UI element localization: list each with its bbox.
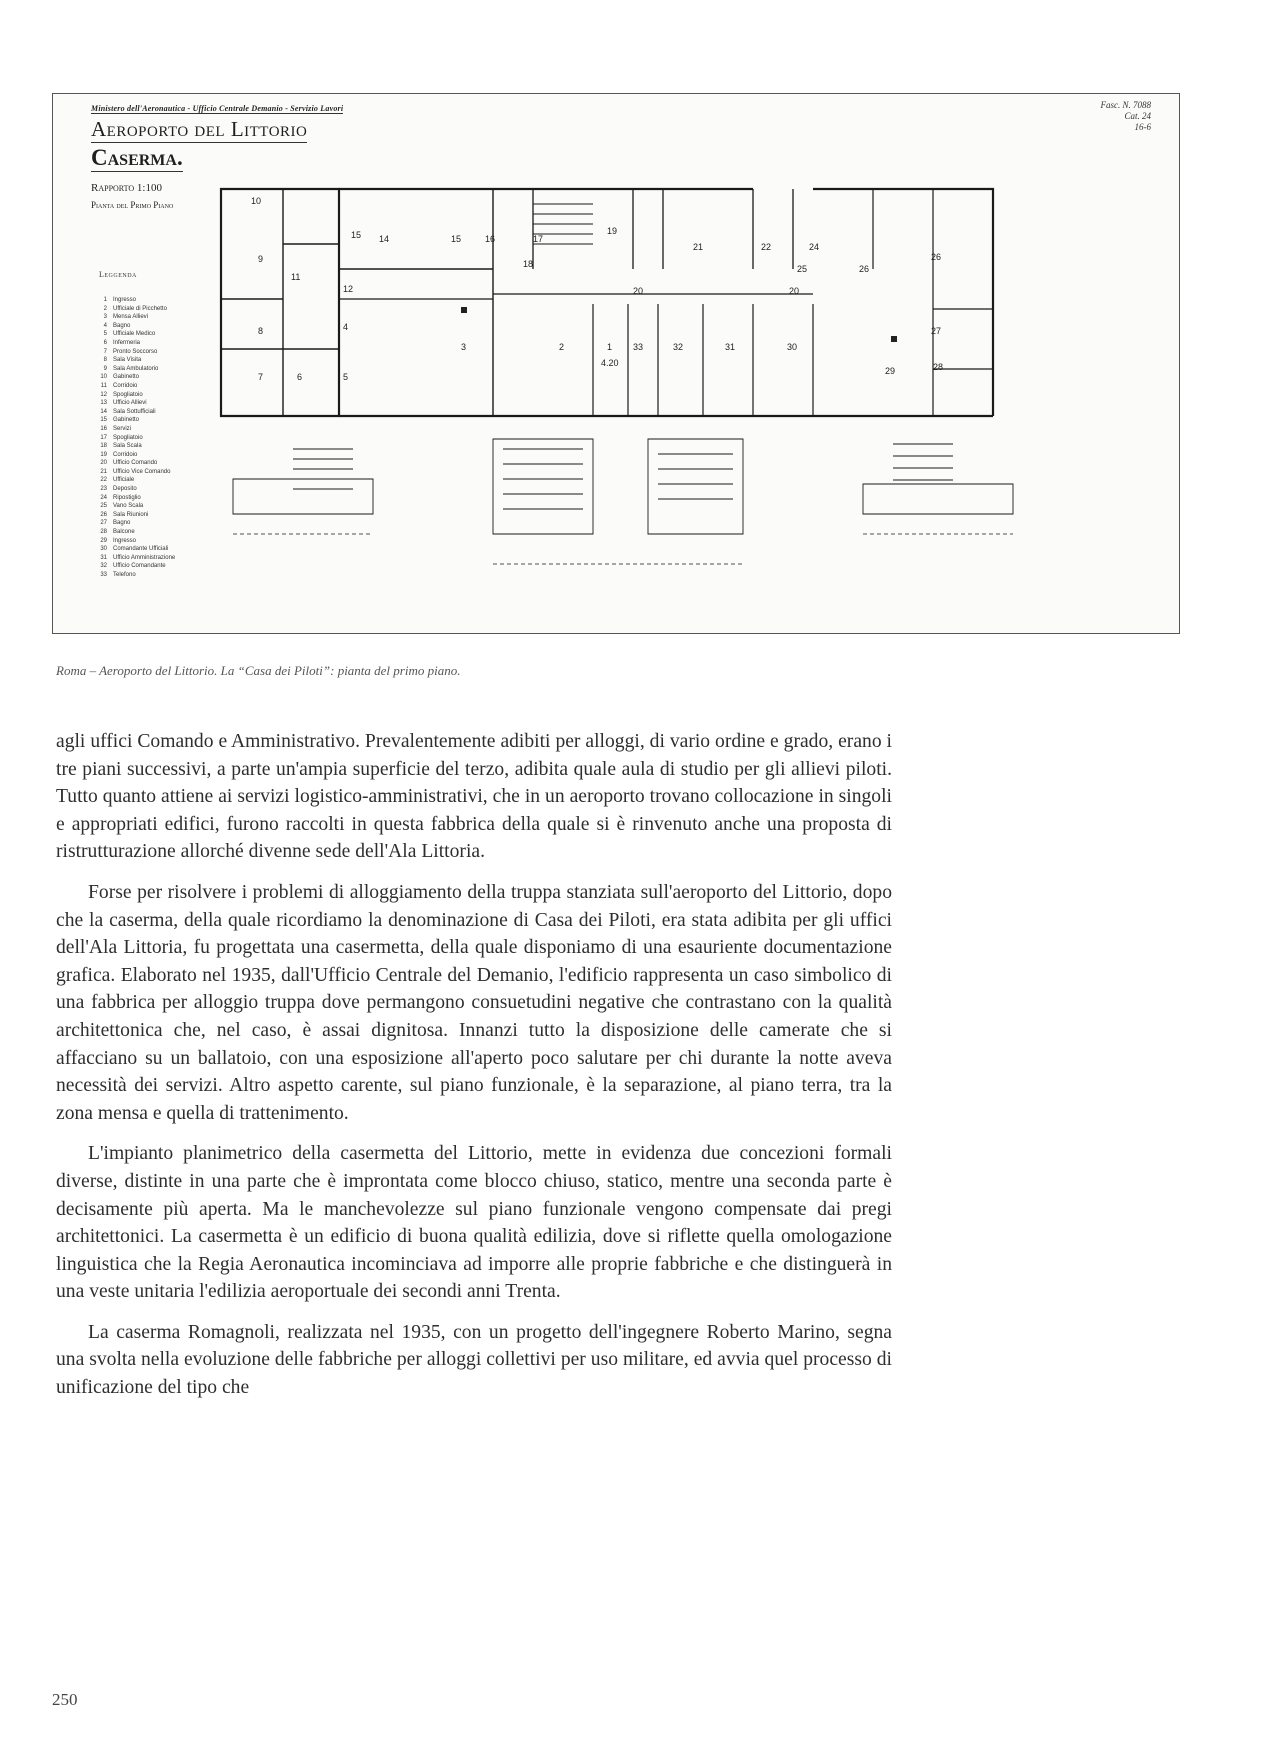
legend-number: 30: [100, 546, 107, 553]
drawing-title: Aeroporto del Littorio: [91, 117, 308, 141]
legend-label: Bagno: [113, 322, 131, 329]
legend-item: [93, 408, 175, 417]
body-text: [56, 728, 892, 1415]
legend-title: Leggenda: [99, 270, 137, 279]
room-label: 4: [343, 322, 349, 332]
room-label: 25: [797, 264, 808, 274]
room-label: 12: [343, 284, 354, 294]
room-label: 1: [607, 342, 613, 352]
room-label: 15: [451, 234, 462, 244]
legend-label: Ufficio Vice Comando: [113, 468, 171, 475]
registry-line: Fasc. N. 7088: [1100, 100, 1151, 110]
legend-item: [93, 571, 175, 580]
room-label: 24: [809, 242, 820, 252]
legend-number: 4: [103, 322, 107, 329]
room-label: 31: [725, 342, 736, 352]
legend-number: 28: [100, 529, 107, 536]
registry-line: 16-6: [1134, 122, 1151, 132]
legend-item: [93, 313, 175, 322]
legend-number: 26: [100, 511, 107, 518]
legend-number: 23: [100, 486, 107, 493]
drawing-scale: Rapporto 1:100: [91, 182, 162, 194]
legend-number: 6: [103, 339, 107, 346]
legend-item: [93, 562, 175, 571]
legend-item: [93, 373, 175, 382]
legend-label: Ripostiglio: [113, 494, 141, 501]
drawing-ministry: Ministero dell'Aeronautica - Ufficio Centrale Demanio - Servizio Lavori: [91, 104, 344, 113]
room-label: 28: [933, 362, 944, 372]
drawing-title-block: [91, 98, 511, 210]
legend-number: 25: [100, 503, 107, 510]
room-label: 22: [761, 242, 772, 252]
room-label: 8: [258, 326, 264, 336]
legend-label: Ufficiale di Picchetto: [113, 305, 167, 312]
legend-number: 8: [103, 357, 107, 364]
legend-label: Ufficiale Medico: [113, 331, 156, 338]
legend-item: [93, 330, 175, 339]
legend-item: [93, 476, 175, 485]
legend-label: Bagno: [113, 520, 131, 527]
legend-label: Sala Visita: [113, 357, 142, 364]
legend-label: Ufficio Comando: [113, 460, 158, 467]
legend-item: [93, 339, 175, 348]
floor-plan-figure: [52, 93, 1180, 634]
legend-item: [93, 459, 175, 468]
legend: [93, 296, 175, 580]
paragraph: Forse per risolvere i problemi di alloggiamento della truppa stanziata sull'aeroporto del Littorio, dopo che la caserma, della quale ricordiamo la denominazione di Casa dei Piloti, era stata adibita per gli uffici dell'Ala Littoria, fu progettata una casermetta, della quale disponiamo di una esauriente documentazione grafica. Elaborato nel 1935, dall'Ufficio Centrale del Demanio, l'edificio rappresenta un caso simbolico di una fabbrica per alloggio truppa dove permangono consuetudini negative che contrastano con la qualità architettonica che, nel caso, è assai dignitosa. Innanzi tutto la disposizione delle camerate che si affacciano su un ballatoio, con una esposizione all'aperto poco salutare per chi durante la notte aveva necessità dei servizi. Altro aspetto carente, sul piano funzionale, è la separazione, al piano terra, tra la zona mensa e quella di trattenimento.: [56, 881, 892, 1124]
legend-item: [93, 425, 175, 434]
legend-item: [93, 502, 175, 511]
legend-item: [93, 399, 175, 408]
legend-label: Ufficio Comandante: [113, 563, 166, 570]
legend-label: Pronto Soccorso: [113, 348, 158, 355]
room-label: 21: [693, 242, 704, 252]
paragraph: agli uffici Comando e Amministrativo. Prevalentemente adibiti per alloggi, di vario ordine e grado, erano i tre piani successivi, a parte un'ampia superficie del terzo, adibita quale aula di studio per gli allievi piloti. Tutto quanto attiene ai servizi logistico-amministrativi, che in un aeroporto trovano collocazione in singoli e appropriati edifici, furono raccolti in questa fabbrica della quale si è rinvenuto anche una proposta di ristrutturazione allorché divenne sede dell'Ala Littoria.: [56, 731, 892, 863]
legend-label: Sala Riunioni: [113, 511, 149, 518]
paragraph: La caserma Romagnoli, realizzata nel 1935, con un progetto dell'ingegnere Roberto Marino, segna una svolta nella evoluzione delle fabbriche per alloggi collettivi per uso militare, ed avvia quel processo di unificazione del tipo che: [56, 1321, 892, 1399]
legend-item: [93, 365, 175, 374]
legend-label: Deposito: [113, 486, 137, 493]
registry-stamp: [1101, 100, 1152, 133]
drawing-plan-name: Pianta del Primo Piano: [91, 200, 174, 210]
legend-item: [93, 348, 175, 357]
legend-number: 7: [103, 348, 107, 355]
legend-label: Spogliatoio: [113, 391, 143, 398]
legend-item: [93, 442, 175, 451]
legend-label: Servizi: [113, 425, 132, 432]
room-label: 14: [379, 234, 390, 244]
legend-number: 13: [100, 400, 107, 407]
room-label: 27: [931, 326, 942, 336]
room-label: 5: [343, 372, 349, 382]
legend-item: [93, 382, 175, 391]
legend-label: Balcone: [113, 529, 135, 536]
room-label: 20: [789, 286, 800, 296]
legend-label: Ingresso: [113, 537, 137, 544]
room-label: 2: [559, 342, 565, 352]
room-label: 10: [251, 196, 262, 206]
legend-number: 21: [100, 468, 107, 475]
room-label: 3: [461, 342, 467, 352]
legend-number: 3: [103, 314, 107, 321]
legend-label: Ufficio Amministrazione: [113, 554, 176, 561]
legend-number: 12: [100, 391, 107, 398]
legend-item: [93, 451, 175, 460]
legend-item: [93, 537, 175, 546]
legend-number: 24: [100, 494, 107, 501]
room-label: 11: [291, 272, 301, 282]
legend-label: Corridoio: [113, 382, 138, 389]
room-label: 20: [633, 286, 644, 296]
legend-number: 33: [100, 572, 107, 578]
legend-label: Sala Sottufficiali: [113, 408, 156, 415]
paragraph: L'impianto planimetrico della casermetta del Littorio, mette in evidenza due concezioni formali diverse, distinte in una parte che è improntata come blocco chiuso, statico, mentre una seconda parte è decisamente più aperta. Ma le manchevolezze sul piano funzionale vengono compensate dai pregi architettonici. La casermetta è un edificio di buona qualità edilizia, dove si riflette quella omologazione linguistica che la Regia Aeronautica incominciava ad imporre alle proprie fabbriche e che distinguerà in una veste unitaria l'edilizia aeroportuale dei secondi anni Trenta.: [56, 1143, 892, 1303]
legend-number: 10: [100, 374, 107, 381]
legend-item: [93, 511, 175, 520]
legend-label: Infermeria: [113, 339, 141, 346]
legend-number: 31: [100, 554, 107, 561]
legend-label: Comandante Ufficiali: [113, 546, 169, 553]
legend-item: [93, 322, 175, 331]
page-number: 250: [52, 1690, 78, 1709]
legend-label: Ingresso: [113, 297, 137, 303]
legend-number: 29: [100, 537, 107, 544]
legend-number: 16: [100, 425, 107, 432]
legend-number: 22: [100, 477, 107, 484]
room-label: 17: [533, 234, 544, 244]
legend-number: 14: [100, 408, 107, 415]
legend-label: Ufficio Allievi: [113, 400, 147, 407]
room-label: 18: [523, 259, 534, 269]
legend-label: Sala Ambulatorio: [113, 365, 159, 372]
legend-number: 11: [100, 382, 107, 389]
legend-number: 2: [103, 305, 107, 312]
room-label: 15: [351, 230, 362, 240]
figure-caption: Roma – Aeroporto del Littorio. La “Casa dei Piloti”: pianta del primo piano.: [56, 663, 461, 678]
room-label: 33: [633, 342, 644, 352]
legend-number: 18: [100, 443, 107, 450]
legend-label: Gabinetto: [113, 374, 140, 381]
legend-item: [93, 494, 175, 503]
room-label: 6: [297, 372, 303, 382]
legend-number: 15: [100, 417, 107, 424]
legend-number: 32: [100, 563, 107, 570]
room-label: 29: [885, 366, 896, 376]
legend-label: Telefono: [113, 572, 136, 578]
legend-label: Mensa Allievi: [113, 314, 149, 321]
room-label: 4.20: [601, 358, 619, 368]
room-label: 16: [485, 234, 496, 244]
legend-number: 9: [103, 365, 107, 372]
legend-label: Corridoio: [113, 451, 138, 458]
legend-item: [93, 434, 175, 443]
legend-item: [93, 485, 175, 494]
legend-item: [93, 416, 175, 425]
legend-number: 20: [100, 460, 107, 467]
legend-number: 5: [103, 331, 107, 338]
legend-label: Spogliatoio: [113, 434, 143, 441]
drawing-subtitle: Caserma.: [91, 145, 183, 170]
legend-item: [93, 296, 175, 305]
legend-item: [93, 554, 175, 563]
legend-item: [93, 519, 175, 528]
room-label: 32: [673, 342, 684, 352]
legend-item: [93, 468, 175, 477]
legend-number: 17: [100, 434, 107, 441]
room-label: 19: [607, 226, 618, 236]
registry-line: Cat. 24: [1124, 111, 1151, 121]
legend-label: Ufficiale: [113, 477, 135, 484]
legend-item: [93, 356, 175, 365]
legend-item: [93, 305, 175, 314]
room-label: 9: [258, 254, 264, 264]
legend-number: 19: [100, 451, 107, 458]
room-label: 26: [859, 264, 870, 274]
room-label: 30: [787, 342, 798, 352]
room-label: 26: [931, 252, 942, 262]
legend-number: 27: [100, 520, 107, 527]
legend-item: [93, 545, 175, 554]
legend-item: [93, 391, 175, 400]
legend-label: Gabinetto: [113, 417, 140, 424]
legend-label: Sala Scala: [113, 443, 142, 450]
legend-number: 1: [103, 297, 107, 303]
legend-item: [93, 528, 175, 537]
room-label: 7: [258, 372, 264, 382]
legend-label: Vano Scala: [113, 503, 144, 510]
